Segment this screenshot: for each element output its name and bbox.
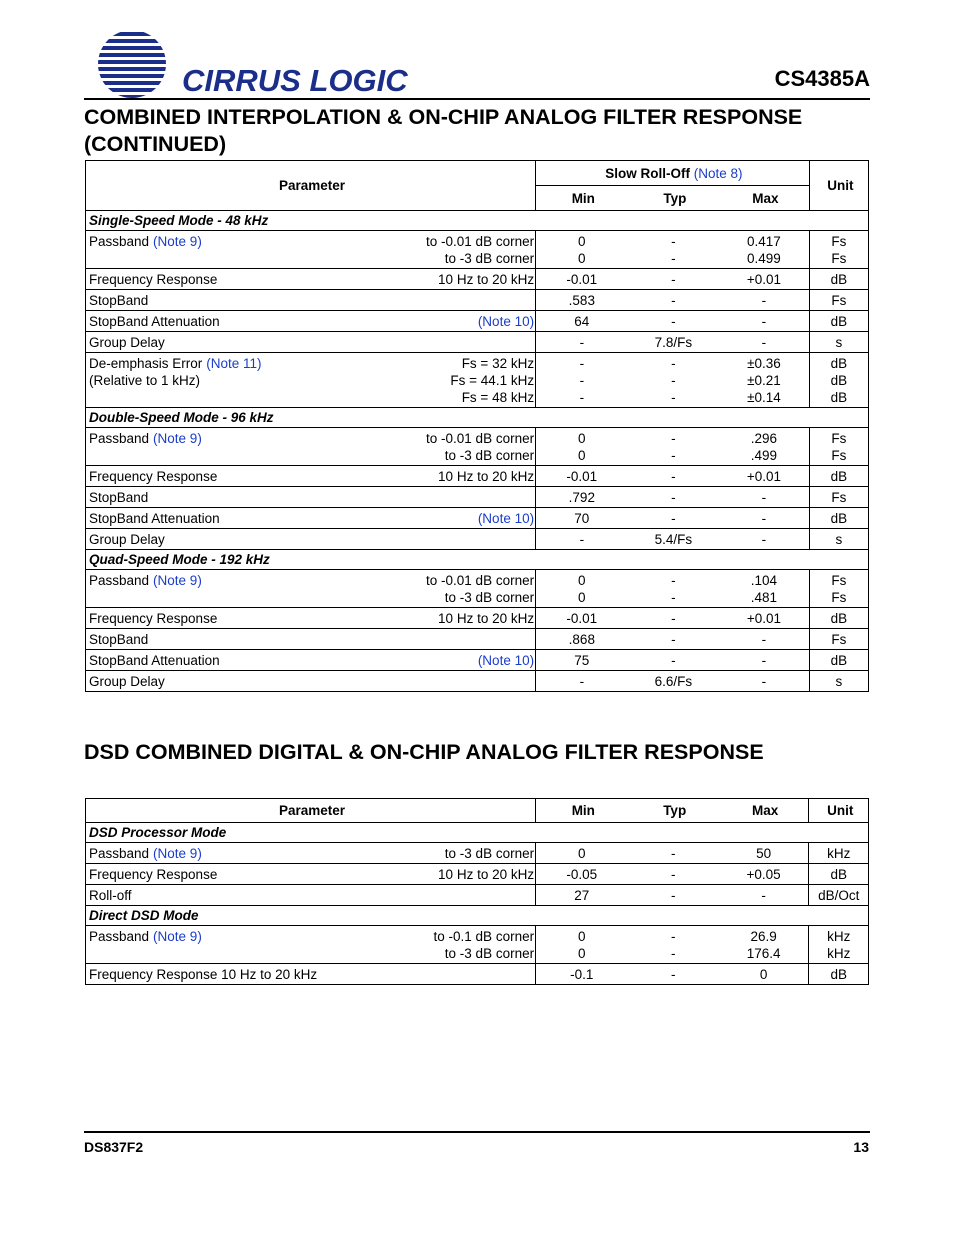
unit-value: Fs (809, 629, 868, 650)
table-row (86, 529, 869, 550)
condition-cell (335, 964, 535, 985)
typ-value: - (628, 964, 719, 985)
max-value: ±0.36 ±0.21 ±0.14 (719, 353, 809, 408)
note-link[interactable]: (Note 9) (153, 846, 202, 861)
note-link[interactable]: (Note 8) (693, 165, 743, 181)
note-link[interactable]: (Note 11) (206, 356, 262, 371)
condition-text: 10 Hz to 20 kHz (438, 867, 535, 882)
section-row (86, 906, 869, 926)
header-max: Max (719, 186, 809, 211)
table-row (86, 466, 869, 487)
max-value: - (719, 508, 809, 529)
page-number: 13 (853, 1139, 869, 1155)
table-row (86, 508, 869, 529)
section-row (86, 823, 869, 843)
param-cell (86, 650, 336, 671)
unit-value: Fs (809, 290, 868, 311)
min-value: -0.01 (536, 269, 628, 290)
condition-text: 10 Hz to 20 kHz (438, 469, 535, 484)
min-value: .792 (536, 487, 628, 508)
min-value: -0.01 (536, 608, 628, 629)
min-value: - (536, 332, 628, 353)
typ-value: - (628, 608, 720, 629)
condition-cell (335, 650, 535, 671)
min-value: 0 0 (536, 926, 628, 964)
unit-value: s (809, 671, 868, 692)
min-value: 75 (536, 650, 628, 671)
typ-value: - (628, 650, 720, 671)
unit-value: dB (809, 864, 869, 885)
unit-value: dB (809, 608, 868, 629)
dsd-filter-response-table (85, 798, 869, 985)
condition-text: to -0.01 dB corner to -3 dB corner (426, 431, 535, 463)
note-link[interactable]: (Note 9) (153, 573, 202, 588)
param-name: Passband (89, 846, 150, 861)
header-slow-rolloff: Slow Roll-Off (Note 8) (536, 161, 810, 186)
min-value: .868 (536, 629, 628, 650)
condition-cell (335, 671, 535, 692)
table-row (86, 570, 869, 608)
condition-text: to -0.01 dB corner to -3 dB corner (426, 234, 535, 266)
unit-value: Fs Fs (809, 428, 868, 466)
max-value: +0.01 (719, 608, 809, 629)
param-name: Roll-off (89, 888, 132, 903)
condition-cell (335, 332, 535, 353)
section-heading: DSD Processor Mode (86, 823, 869, 843)
param-name: StopBand Attenuation (89, 511, 220, 526)
header-typ: Typ (628, 799, 719, 823)
typ-value: - (628, 885, 719, 906)
min-value: - - - (536, 353, 628, 408)
condition-cell (335, 926, 535, 964)
param-name: Frequency Response 10 Hz to 20 kHz (89, 967, 318, 982)
section-row (86, 550, 869, 570)
table-row (86, 926, 869, 964)
param-cell (86, 311, 336, 332)
min-value: 27 (536, 885, 628, 906)
typ-value: - (628, 629, 720, 650)
unit-value: dB (809, 508, 868, 529)
table-row (86, 864, 869, 885)
max-value: 0 (719, 964, 809, 985)
condition-text: Fs = 32 kHz Fs = 44.1 kHz Fs = 48 kHz (450, 356, 535, 405)
param-cell (86, 608, 336, 629)
typ-value: - - (628, 428, 720, 466)
param-name: Frequency Response (89, 272, 218, 287)
param-cell (86, 290, 336, 311)
part-number: CS4385A (774, 66, 870, 91)
header-min: Min (536, 186, 628, 211)
unit-value: kHz kHz (809, 926, 869, 964)
table-row (86, 964, 869, 985)
table-row (86, 629, 869, 650)
table-row (86, 290, 869, 311)
table-row (86, 885, 869, 906)
condition-cell (335, 466, 535, 487)
condition-cell (335, 269, 535, 290)
condition-cell (335, 290, 535, 311)
table-row (86, 311, 869, 332)
max-value: - (719, 885, 809, 906)
max-value: +0.01 (719, 269, 809, 290)
param-cell (86, 428, 336, 466)
min-value: 0 0 (536, 570, 628, 608)
unit-value: dB (809, 311, 868, 332)
document-number: DS837F2 (84, 1139, 144, 1155)
condition-cell (335, 885, 535, 906)
typ-value: - - - (628, 353, 720, 408)
header-max: Max (719, 799, 809, 823)
condition-cell (335, 843, 535, 864)
condition-cell (335, 629, 535, 650)
section-heading: Direct DSD Mode (86, 906, 869, 926)
condition-text[interactable]: (Note 10) (477, 653, 535, 668)
max-value: - (719, 650, 809, 671)
min-value: - (536, 529, 628, 550)
table-row (86, 269, 869, 290)
unit-value: dB (809, 269, 868, 290)
section-row (86, 211, 869, 231)
table-row (86, 650, 869, 671)
table-row (86, 608, 869, 629)
min-value: -0.01 (536, 466, 628, 487)
section-title-2: DSD COMBINED DIGITAL & ON-CHIP ANALOG FILTER RESPONSE (84, 740, 764, 764)
unit-value: dB (809, 466, 868, 487)
note-link[interactable]: (Note 9) (153, 234, 202, 249)
unit-value: kHz (809, 843, 869, 864)
header-unit: Unit (809, 161, 868, 211)
param-cell (86, 487, 336, 508)
min-value: 0 0 (536, 428, 628, 466)
param-name: StopBand (89, 293, 149, 308)
param-cell (86, 843, 336, 864)
min-value: - (536, 671, 628, 692)
condition-cell (335, 529, 535, 550)
unit-value: s (809, 529, 868, 550)
logo-text: CIRRUS LOGIC (182, 63, 408, 98)
condition-cell (335, 864, 535, 885)
note-link[interactable]: (Note 9) (153, 929, 202, 944)
condition-cell (335, 231, 535, 269)
min-value: 0 (536, 843, 628, 864)
param-cell (86, 864, 336, 885)
table-row (86, 487, 869, 508)
unit-value: dB (809, 964, 869, 985)
param-cell (86, 332, 336, 353)
typ-value: - (628, 290, 720, 311)
param-cell (86, 964, 336, 985)
min-value: 70 (536, 508, 628, 529)
condition-cell (335, 311, 535, 332)
max-value: - (719, 290, 809, 311)
min-value: .583 (536, 290, 628, 311)
table-row (86, 671, 869, 692)
condition-cell (335, 428, 535, 466)
param-name: Frequency Response (89, 867, 218, 882)
header-min: Min (536, 799, 628, 823)
min-value: -0.05 (536, 864, 628, 885)
condition-cell (335, 487, 535, 508)
param-name: Passband (89, 573, 150, 588)
header-parameter: Parameter (86, 799, 536, 823)
condition-cell (335, 353, 535, 408)
min-value: 64 (536, 311, 628, 332)
typ-value: - (628, 466, 720, 487)
condition-cell (335, 570, 535, 608)
note-link[interactable]: (Note 9) (153, 431, 202, 446)
param-cell (86, 353, 336, 408)
param-cell (86, 570, 336, 608)
condition-text: 10 Hz to 20 kHz (438, 272, 535, 287)
param-name: Frequency Response (89, 611, 218, 626)
section-heading: Quad-Speed Mode - 192 kHz (86, 550, 869, 570)
typ-value: 5.4/Fs (628, 529, 720, 550)
condition-text: to -0.01 dB corner to -3 dB corner (426, 573, 535, 605)
header-unit: Unit (809, 799, 869, 823)
section-heading: Single-Speed Mode - 48 kHz (86, 211, 869, 231)
unit-value: dB (809, 650, 868, 671)
max-value: - (719, 311, 809, 332)
unit-value: dB dB dB (809, 353, 868, 408)
param-name-line: (Relative to 1 kHz) (89, 373, 201, 388)
cirrus-logic-logo (82, 30, 408, 102)
max-value: - (719, 629, 809, 650)
max-value: +0.01 (719, 466, 809, 487)
param-name: StopBand (89, 490, 149, 505)
max-value: - (719, 529, 809, 550)
condition-text: to -0.1 dB corner to -3 dB corner (433, 929, 535, 961)
param-name: Passband (89, 431, 150, 446)
param-name: Passband (89, 234, 150, 249)
param-cell (86, 885, 336, 906)
typ-value: 6.6/Fs (628, 671, 720, 692)
max-value: .296 .499 (719, 428, 809, 466)
max-value: 26.9 176.4 (719, 926, 809, 964)
table-row (86, 843, 869, 864)
typ-value: - - (628, 570, 720, 608)
param-cell (86, 926, 336, 964)
unit-value: s (809, 332, 868, 353)
param-name: StopBand (89, 632, 149, 647)
max-value: 0.417 0.499 (719, 231, 809, 269)
param-name: Group Delay (89, 532, 165, 547)
header-rule (84, 98, 870, 100)
param-cell (86, 629, 336, 650)
header-typ: Typ (628, 186, 720, 211)
condition-text[interactable]: (Note 10) (477, 314, 535, 329)
condition-text: to -3 dB corner (444, 846, 535, 861)
max-value: - (719, 332, 809, 353)
max-value: .104 .481 (719, 570, 809, 608)
max-value: +0.05 (719, 864, 809, 885)
max-value: 50 (719, 843, 809, 864)
unit-value: dB/Oct (809, 885, 869, 906)
min-value: -0.1 (536, 964, 628, 985)
table-row (86, 231, 869, 269)
section-title-1: COMBINED INTERPOLATION & ON-CHIP ANALOG FILTER RESPONSE (CONTINUED) (84, 105, 803, 156)
table-row (86, 353, 869, 408)
table-row (86, 428, 869, 466)
section-heading: Double-Speed Mode - 96 kHz (86, 408, 869, 428)
min-value: 0 0 (536, 231, 628, 269)
param-cell (86, 529, 336, 550)
param-name: De-emphasis Error (89, 356, 203, 371)
typ-value: - (628, 311, 720, 332)
param-name: Frequency Response (89, 469, 218, 484)
condition-text[interactable]: (Note 10) (477, 511, 535, 526)
param-cell (86, 269, 336, 290)
typ-value: - (628, 864, 719, 885)
condition-cell (335, 508, 535, 529)
typ-value: - - (628, 231, 720, 269)
typ-value: - (628, 508, 720, 529)
condition-text: 10 Hz to 20 kHz (438, 611, 535, 626)
header-parameter: Parameter (86, 161, 536, 211)
param-name: StopBand Attenuation (89, 314, 220, 329)
unit-value: Fs (809, 487, 868, 508)
typ-value: - (628, 487, 720, 508)
typ-value: - - (628, 926, 719, 964)
param-cell (86, 671, 336, 692)
param-name: Group Delay (89, 674, 165, 689)
param-name: Passband (89, 929, 150, 944)
typ-value: - (628, 269, 720, 290)
typ-value: 7.8/Fs (628, 332, 720, 353)
param-cell (86, 466, 336, 487)
unit-value: Fs Fs (809, 231, 868, 269)
unit-value: Fs Fs (809, 570, 868, 608)
table-row (86, 332, 869, 353)
section-row (86, 408, 869, 428)
condition-cell (335, 608, 535, 629)
param-cell (86, 508, 336, 529)
param-cell (86, 231, 336, 269)
param-name: StopBand Attenuation (89, 653, 220, 668)
max-value: - (719, 487, 809, 508)
filter-response-table (85, 160, 869, 692)
param-name: Group Delay (89, 335, 165, 350)
footer-rule (84, 1131, 870, 1133)
typ-value: - (628, 843, 719, 864)
max-value: - (719, 671, 809, 692)
